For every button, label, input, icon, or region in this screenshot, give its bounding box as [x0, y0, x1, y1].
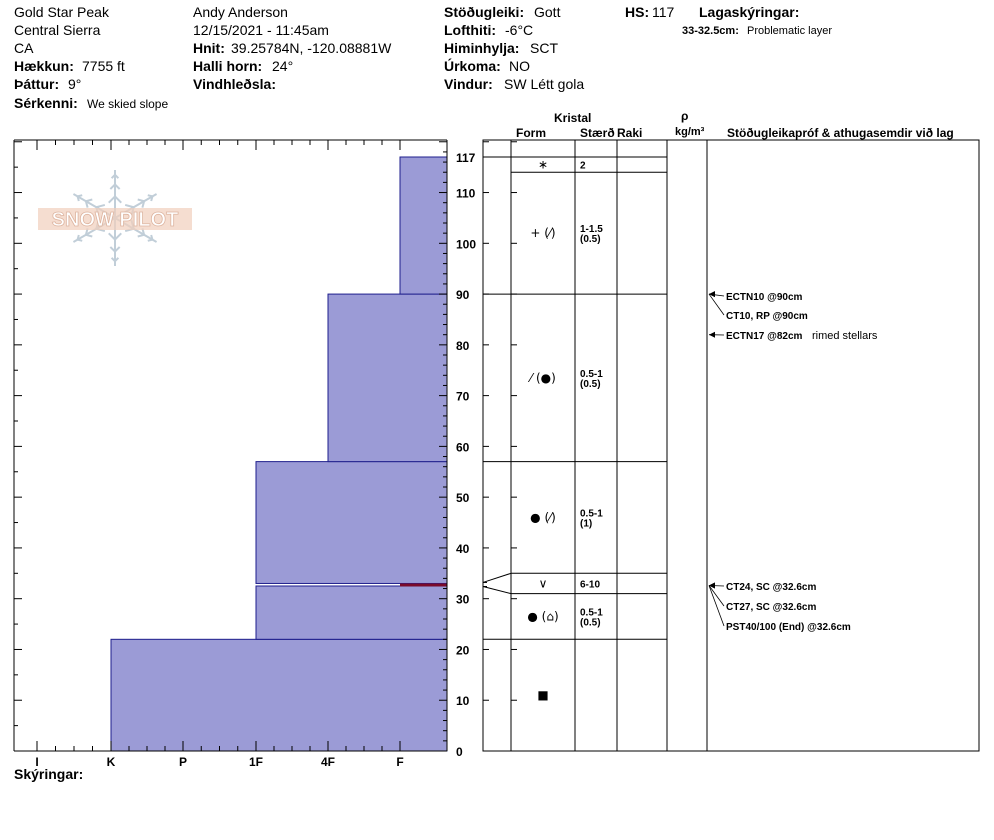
elevation-label: Hækkun: [14, 58, 74, 74]
snowflake-branch [96, 205, 105, 207]
grain-size-label: 0.5-1 [580, 607, 603, 619]
hardness-bar [400, 157, 447, 294]
grain-size-label: 0.5-1 [580, 508, 603, 520]
grain-size-label: 0.5-1 [580, 368, 603, 380]
test-arrow-icon [709, 291, 715, 297]
table-frame [483, 140, 979, 751]
form-header: Form [516, 126, 546, 140]
precip-value: NO [509, 58, 530, 74]
depth-tick-label: 20 [456, 643, 470, 658]
hardness-tick-label: I [35, 755, 39, 769]
slope-value: 24° [272, 58, 294, 74]
test-arrow-icon [709, 332, 715, 338]
grain-size-label: 2 [580, 160, 586, 172]
density-unit-header: kg/m³ [675, 126, 705, 138]
layer-connector [483, 587, 511, 594]
grain-form-label: + (⁄) [530, 226, 556, 241]
weak-layer-marker [400, 583, 447, 586]
comments-label: Sérkenni: [14, 95, 78, 111]
hardness-bar [111, 639, 447, 751]
snowflake-branch [148, 195, 153, 196]
grain-form-label: ● (⌂) [527, 609, 559, 624]
slope-label: Halli horn: [193, 58, 263, 74]
hs-label: HS: [625, 4, 650, 20]
layer-notes-range: 33-32.5cm: [682, 25, 739, 37]
depth-tick-label: 90 [456, 288, 470, 303]
depth-tick-label: 40 [456, 541, 470, 556]
rho-header: ρ [681, 109, 689, 123]
test-pointer [709, 294, 724, 315]
wind-value: SW Létt gola [504, 76, 585, 92]
snowflake-branch [138, 199, 144, 201]
hardness-tick-label: P [178, 755, 188, 769]
sky-label: Himinhylja: [444, 40, 520, 56]
test-label: ECTN10 @90cm [726, 292, 803, 303]
stability-label: Stöðugleiki: [444, 4, 525, 20]
sky-value: SCT [530, 40, 558, 56]
wind-label: Vindur: [444, 76, 493, 92]
precip-label: Úrkoma: [444, 58, 501, 74]
snowflake-branch [125, 205, 134, 207]
grain-form-label: ● (⁄) [530, 510, 556, 525]
snowflake-branch [78, 195, 83, 196]
hardness-bar [256, 462, 447, 584]
depth-tick-label: 110 [456, 186, 476, 201]
test-label: PST40/100 (End) @32.6cm [726, 622, 851, 633]
region: Central Sierra [14, 22, 101, 38]
moisture-header: Raki [617, 126, 643, 140]
test-pointer [709, 585, 724, 606]
test-pointer [709, 585, 724, 626]
grain-size-secondary-label: (0.5) [580, 378, 601, 390]
air-temp-label: Lofthiti: [444, 22, 497, 38]
stability-value: Gott [534, 4, 561, 20]
depth-tick-label: 100 [456, 237, 477, 252]
datetime: 12/15/2021 - 11:45am [193, 22, 329, 38]
elevation-value: 7755 ft [82, 58, 125, 74]
tests-header: Stöðugleikapróf & athugasemdir við lag [727, 126, 954, 140]
depth-tick-label: 80 [456, 338, 470, 353]
snowflake-branch [78, 240, 83, 241]
grain-size-label: 6-10 [580, 579, 601, 591]
depth-tick-label: 70 [456, 389, 470, 404]
snowflake-branch [86, 235, 92, 237]
layer-notes-text: Problematic layer [747, 25, 832, 37]
coords-label: Hnit: [193, 40, 225, 56]
hardness-tick-label: K [106, 755, 116, 769]
hardness-tick-label: 4F [320, 755, 336, 769]
stability-tests [709, 291, 878, 633]
logo-text: SNOW PILOT [51, 209, 179, 231]
layer-notes-label: Lagaskýringar: [699, 4, 800, 20]
hardness-bars [111, 157, 447, 751]
grain-form-label: ⁄ (●) [530, 370, 556, 385]
hs-value: 117 [652, 4, 675, 20]
grain-size-label: 1-1.5 [580, 224, 603, 236]
test-label: CT10, RP @90cm [726, 311, 808, 322]
layer-table [483, 140, 979, 751]
grain-form-label: ∨ [538, 576, 548, 591]
aspect-value: 9° [68, 76, 82, 92]
snowpilot-logo [38, 170, 192, 266]
comments-value: We skied slope [87, 97, 169, 111]
layer-connector [483, 573, 511, 582]
hardness-bar [328, 294, 447, 462]
hardness-bar [256, 586, 447, 639]
legend-label: Skýringar: [14, 766, 84, 782]
grain-size-secondary-label: (0.5) [580, 234, 601, 246]
hardness-tick-label: F [396, 755, 404, 769]
aspect-label: Þáttur: [14, 76, 60, 92]
grain-size-secondary-label: (0.5) [580, 617, 601, 629]
snowflake-branch [78, 196, 79, 201]
observer: Andy Anderson [193, 4, 288, 20]
hardness-tick-label: 1F [248, 755, 264, 769]
test-label: ECTN17 @82cm [726, 331, 803, 342]
wind-loading-label: Vindhleðsla: [193, 76, 276, 92]
test-label: CT24, SC @32.6cm [726, 582, 817, 593]
depth-tick-label: 50 [456, 491, 470, 506]
test-label: CT27, SC @32.6cm [726, 602, 817, 613]
depth-tick-label: 117 [456, 151, 476, 165]
state: CA [14, 40, 34, 56]
grain-size-secondary-label: (1) [580, 518, 593, 530]
depth-tick-label: 30 [456, 592, 470, 607]
coords-value: 39.25784N, -120.08881W [231, 40, 392, 56]
size-header: Stærð [580, 126, 615, 140]
depth-tick-label: 10 [456, 694, 470, 709]
snowflake-branch [148, 240, 153, 241]
test-note: rimed stellars [812, 330, 878, 342]
crystal-header: Kristal [554, 111, 592, 125]
depth-tick-label: 60 [456, 440, 470, 455]
depth-tick-label: 0 [456, 745, 463, 759]
air-temp-value: -6°C [505, 22, 534, 38]
location: Gold Star Peak [14, 4, 109, 20]
grain-form-label: ∗ [537, 157, 549, 172]
snowflake-branch [151, 235, 152, 240]
grain-form-label: ■ [537, 688, 549, 703]
